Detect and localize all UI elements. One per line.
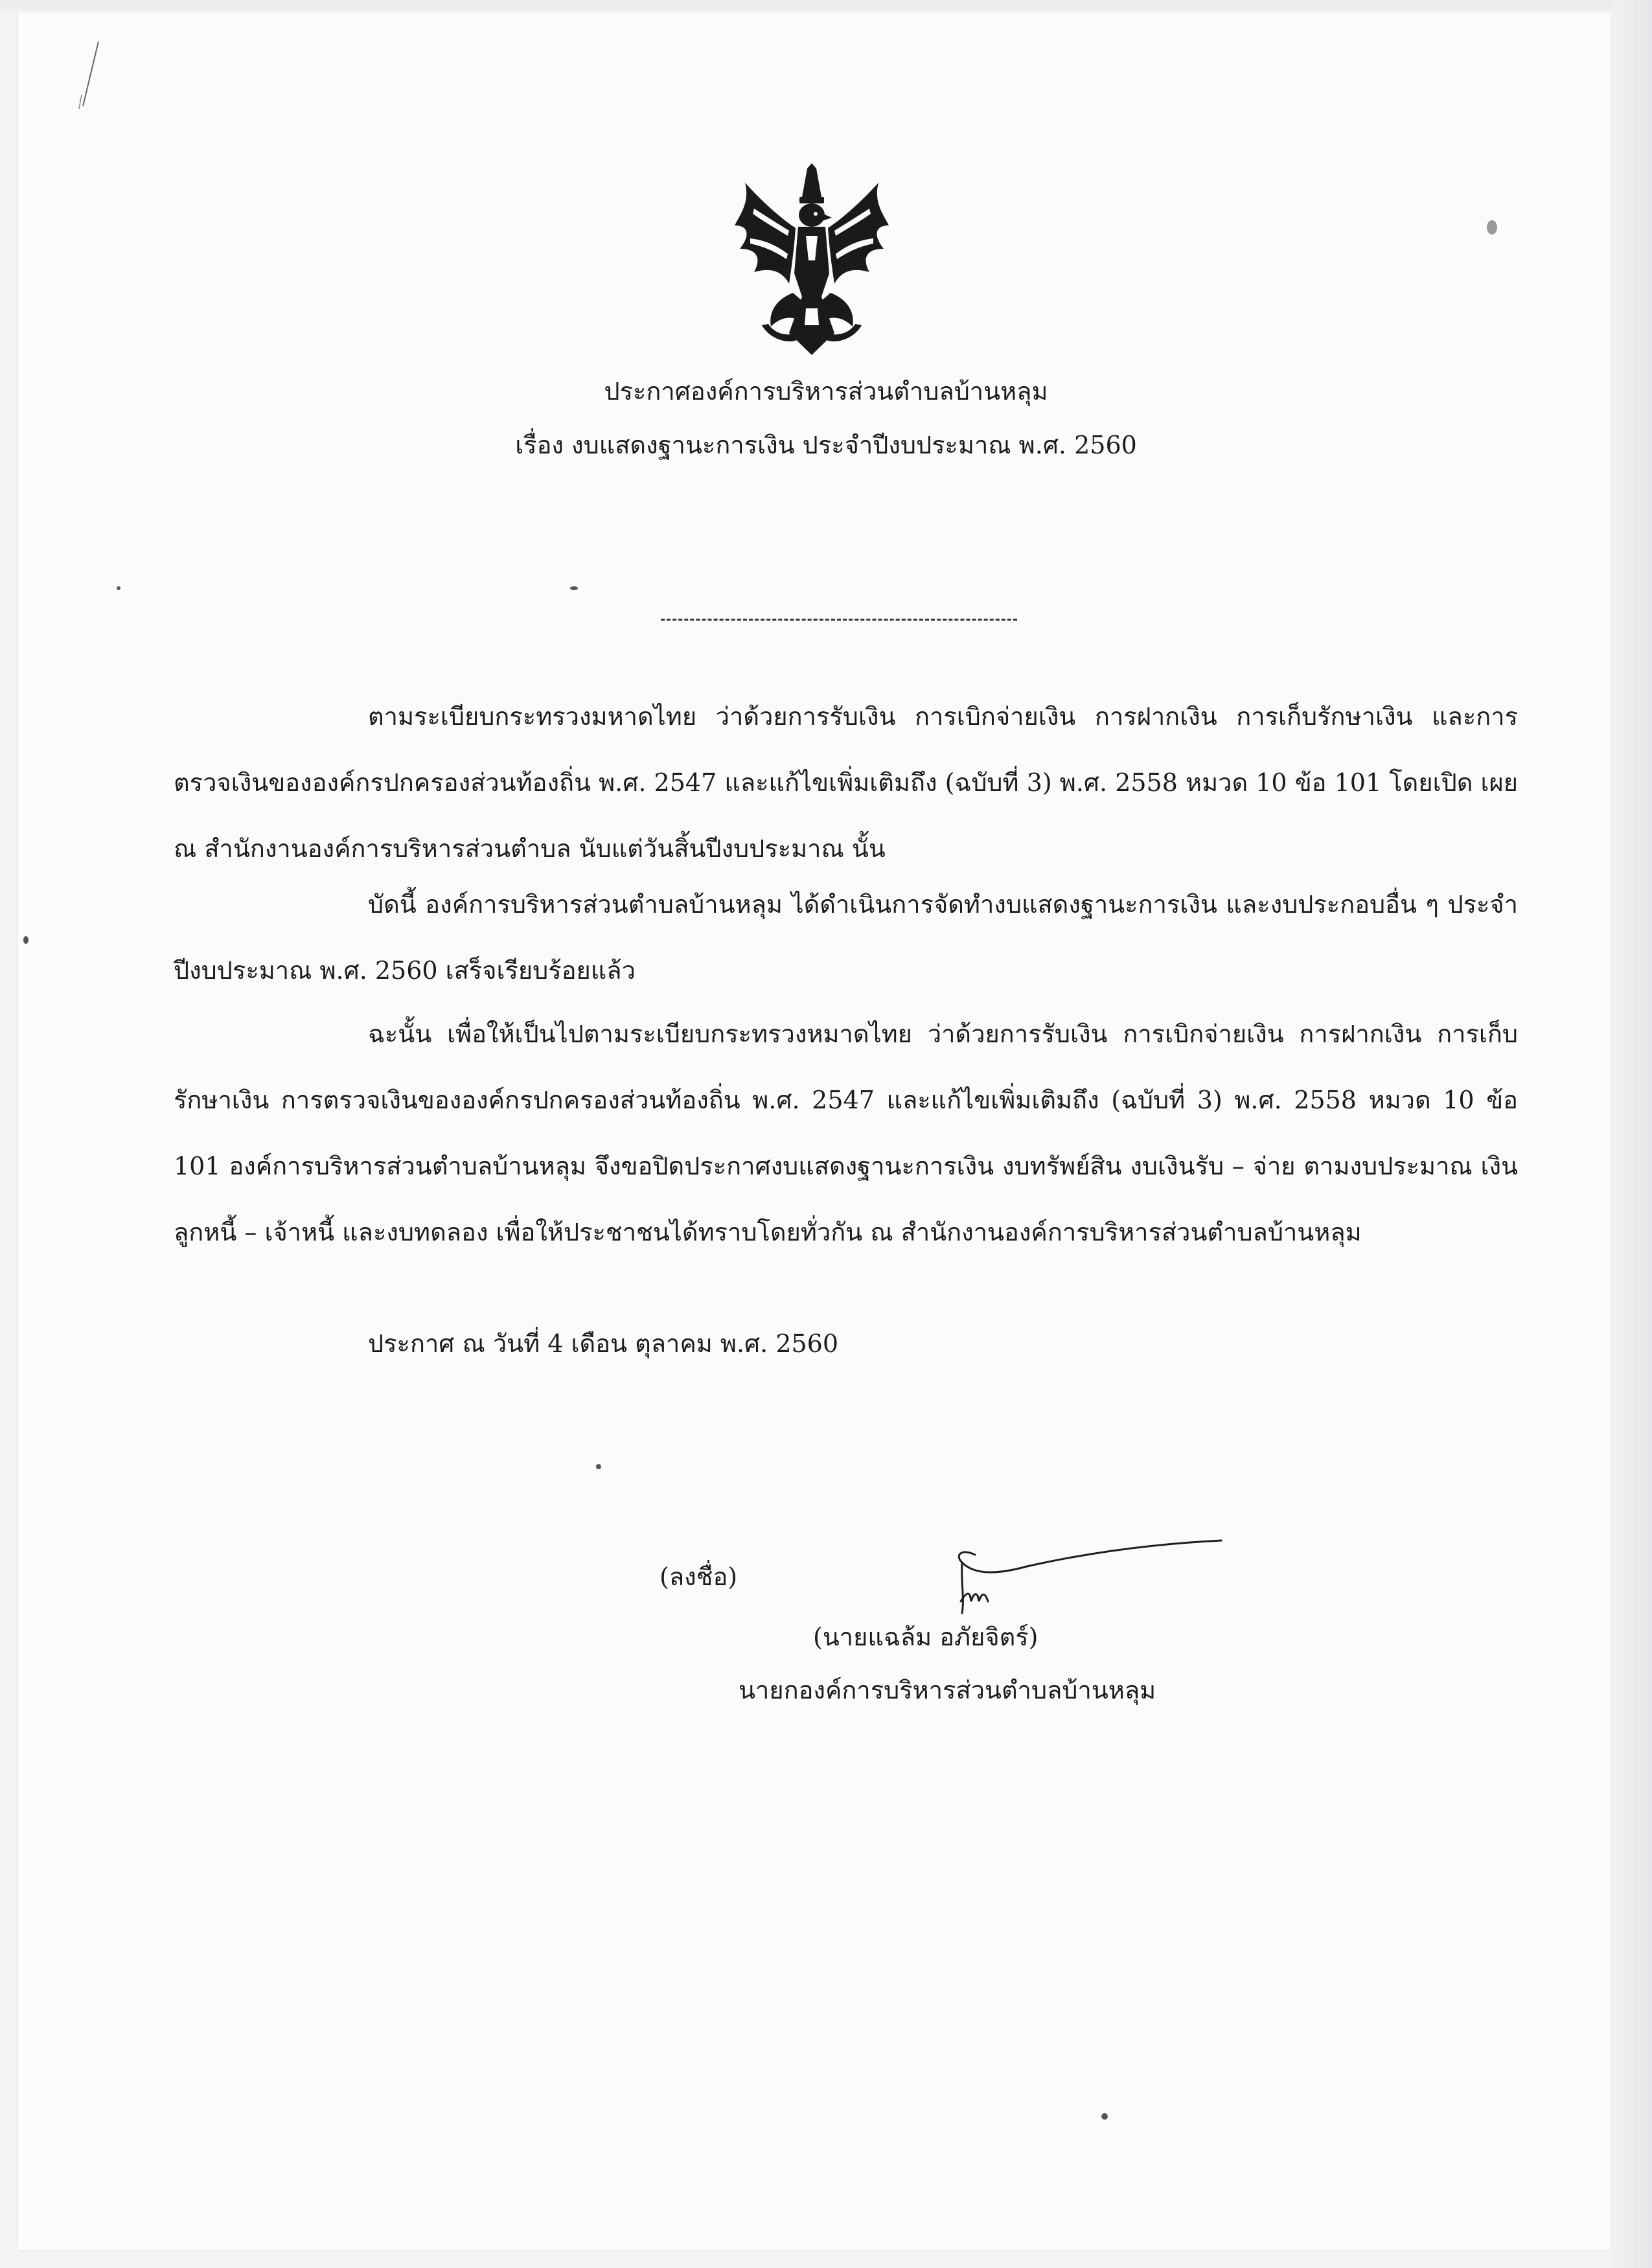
scan-speck: [1487, 220, 1497, 235]
scan-speck: [23, 936, 29, 944]
signer-name: (นายแฉล้ม อภัยจิตร์): [813, 1623, 1038, 1651]
handwritten-signature: [936, 1529, 1234, 1620]
scan-top-edge: [0, 0, 1652, 9]
scan-speck: [117, 586, 120, 590]
header-divider: [661, 619, 1017, 621]
scan-speck: [1101, 2113, 1108, 2120]
scan-speck: [570, 586, 578, 590]
body-paragraph-3: ฉะนั้น เพื่อให้เป็นไปตามระเบียบกระทรวงหมาดไทย ว่าด้วยการรับเงิน การเบิกจ่ายเงิน การฝากเงิน การเก็บรักษาเงิน การตรวจเงินขององค์กรปกครองส่วนท้องถิ่น พ.ศ. 2547 และแก้ไขเพิ่มเติมถึง (ฉบับที่ 3) พ.ศ. 2558 หมวด 10 ข้อ 101 องค์การบริหารส่วนตำบลบ้านหลุม จึงขอปิดประกาศงบแสดงฐานะการเงิน งบทรัพย์สิน งบเงินรับ – จ่าย ตามงบประมาณ เงินลูกหนี้ – เจ้าหนี้ และงบทดลอง เพื่อให้ประชาชนได้ทราบโดยทั่วกัน ณ สำนักงานองค์การบริหารส่วนตำบลบ้านหลุม: [174, 1020, 1518, 1246]
announcement-date: ประกาศ ณ วันที่ 4 เดือน ตุลาคม พ.ศ. 2560: [368, 1329, 839, 1358]
signer-position: นายกองค์การบริหารส่วนตำบลบ้านหลุม: [739, 1676, 1156, 1704]
garuda-emblem-icon: [731, 163, 893, 358]
announcement-title: ประกาศองค์การบริหารส่วนตำบลบ้านหลุม: [604, 377, 1048, 406]
announcement-subject: เรื่อง งบแสดงฐานะการเงิน ประจำปีงบประมาณ พ.ศ. 2560: [515, 431, 1137, 459]
scan-right-edge: [1613, 0, 1652, 2268]
scan-speck: [596, 1464, 601, 1469]
body-paragraph-2: บัดนี้ องค์การบริหารส่วนตำบลบ้านหลุม ได้ดำเนินการจัดทำงบแสดงฐานะการเงิน และงบประกอบอื่น ๆ ประจำปีงบประมาณ พ.ศ. 2560 เสร็จเรียบร้อยแล้ว: [174, 890, 1518, 985]
body-paragraph-1: ตามระเบียบกระทรวงมหาดไทย ว่าด้วยการรับเงิน การเบิกจ่ายเงิน การฝากเงิน การเก็บรักษาเงิน และการตรวจเงินขององค์กรปกครองส่วนท้องถิ่น พ.ศ. 2547 และแก้ไขเพิ่มเติมถึง (ฉบับที่ 3) พ.ศ. 2558 หมวด 10 ข้อ 101 โดยเปิด เผย ณ สำนักงานองค์การบริหารส่วนตำบล นับแต่วันสิ้นปีงบประมาณ นั้น: [174, 702, 1518, 863]
signature-label: (ลงชื่อ): [660, 1563, 738, 1591]
margin-pen-mark: [78, 39, 104, 110]
